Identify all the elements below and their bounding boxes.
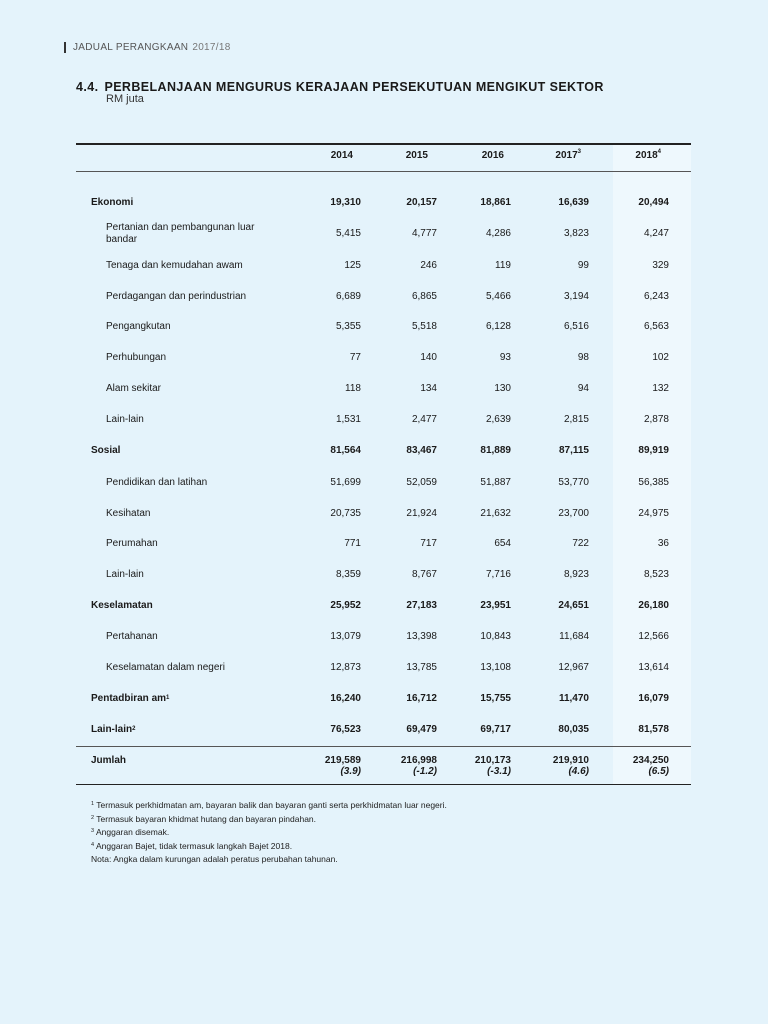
value-cell: 80,035: [558, 724, 589, 735]
row-label: Kesihatan: [106, 508, 151, 519]
value-cell: 717: [420, 538, 437, 549]
value-cell: 20,735: [330, 508, 361, 519]
footnote: $^2$ Termasuk bayaran khidmat hutang dan bayaran pindahan.: [91, 813, 317, 824]
value-cell: 81,564: [330, 445, 361, 456]
col-header: 2018$^4$: [635, 149, 661, 161]
value-cell: 5,355: [335, 321, 361, 332]
value-cell: 2,477: [411, 414, 437, 425]
rule-header: [76, 171, 691, 172]
table-number: 4.4.: [76, 80, 99, 94]
value-cell: 119: [495, 260, 511, 271]
value-cell: 98: [577, 352, 589, 363]
value-cell: 12,967: [558, 662, 589, 673]
value-cell: 5,518: [411, 321, 437, 332]
value-cell: 20,494: [638, 197, 669, 208]
value-cell: 13,079: [330, 631, 361, 642]
header-year: 2017/18: [192, 42, 231, 53]
value-cell: 53,770: [558, 477, 589, 488]
row-label: Lain-lain: [106, 569, 144, 580]
row-label: Sosial: [91, 445, 121, 456]
value-cell: 6,243: [643, 291, 669, 302]
footnote: $^4$ Anggaran Bajet, tidak termasuk langkah Bajet 2018.: [91, 840, 293, 851]
value-cell: 3,194: [563, 291, 589, 302]
value-cell: 56,385: [638, 477, 669, 488]
value-cell: 6,563: [643, 321, 669, 332]
footnotes: [91, 799, 447, 867]
row-label: Keselamatan: [91, 600, 153, 611]
value-cell: 27,183: [406, 600, 437, 611]
value-cell: 13,108: [480, 662, 511, 673]
header-label: JADUAL PERANGKAAN: [73, 42, 189, 53]
row-label: Lain-lain$^2$: [91, 724, 136, 735]
value-cell: 4,286: [485, 228, 511, 239]
value-cell: 23,951: [480, 600, 511, 611]
table-title: [76, 80, 604, 94]
col-header: 2014: [330, 150, 353, 161]
row-label: Keselamatan dalam negeri: [106, 662, 225, 673]
value-cell: 8,523: [643, 569, 669, 580]
value-cell: 2,639: [485, 414, 511, 425]
footnote: $^1$ Termasuk perkhidmatan am, bayaran balik dan bayaran ganti serta perkhidmatan luar negeri.: [91, 800, 447, 810]
value-cell: 93: [499, 352, 511, 363]
value-cell: 69,479: [406, 724, 437, 735]
value-cell: 81,578: [638, 724, 669, 735]
row-label: Pengangkutan: [106, 321, 171, 332]
value-cell: 12,873: [330, 662, 361, 673]
rule-top: [76, 143, 691, 145]
value-cell: 246: [420, 260, 437, 271]
value-cell: 21,924: [406, 508, 437, 519]
row-label: Pertahanan: [106, 631, 158, 642]
value-cell: 771: [344, 538, 361, 549]
value-cell: 3,823: [563, 228, 589, 239]
rule-bottom: [76, 784, 691, 785]
total-cell: 210,173 (-3.1): [474, 755, 511, 777]
column-shade: [613, 143, 691, 785]
row-label: Pendidikan dan latihan: [106, 477, 208, 488]
value-cell: 4,247: [643, 228, 669, 239]
header-bar: [64, 42, 66, 53]
value-cell: 10,843: [480, 631, 511, 642]
value-cell: 24,651: [558, 600, 589, 611]
value-cell: 8,767: [411, 569, 437, 580]
value-cell: 6,516: [563, 321, 589, 332]
value-cell: 12,566: [638, 631, 669, 642]
value-cell: 6,689: [335, 291, 361, 302]
value-cell: 1,531: [335, 414, 361, 425]
row-label: Perdagangan dan perindustrian: [106, 291, 247, 302]
table-unit: RM juta: [106, 93, 144, 105]
value-cell: 8,923: [563, 569, 589, 580]
row-label: Ekonomi: [91, 197, 134, 208]
row-label: Tenaga dan kemudahan awam: [106, 260, 243, 271]
value-cell: 118: [345, 383, 361, 394]
value-cell: 69,717: [480, 724, 511, 735]
value-cell: 99: [577, 260, 589, 271]
value-cell: 20,157: [406, 197, 437, 208]
total-cell: 219,910 (4.6): [552, 755, 589, 777]
value-cell: 4,777: [411, 228, 437, 239]
row-label: Lain-lain: [106, 414, 144, 425]
value-cell: 8,359: [335, 569, 361, 580]
value-cell: 102: [652, 352, 669, 363]
value-cell: 36: [657, 538, 669, 549]
value-cell: 5,466: [485, 291, 511, 302]
value-cell: 81,889: [480, 445, 511, 456]
row-label: Perhubungan: [106, 352, 167, 363]
header-row: [76, 150, 691, 164]
value-cell: 6,865: [411, 291, 437, 302]
value-cell: 89,919: [638, 445, 669, 456]
value-cell: 13,614: [638, 662, 669, 673]
value-cell: 51,699: [330, 477, 361, 488]
value-cell: 16,240: [330, 693, 361, 704]
value-cell: 125: [344, 260, 361, 271]
row-label: Perumahan: [106, 538, 158, 549]
rule-total: [76, 746, 691, 747]
value-cell: 134: [420, 383, 437, 394]
total-label: Jumlah: [91, 755, 127, 766]
running-header: [64, 42, 231, 53]
value-cell: 130: [494, 383, 511, 394]
value-cell: 23,700: [558, 508, 589, 519]
value-cell: 140: [420, 352, 437, 363]
value-cell: 11,470: [558, 693, 589, 704]
footnote: $^3$ Anggaran disemak.: [91, 827, 170, 837]
value-cell: 654: [494, 538, 511, 549]
value-cell: 16,639: [558, 197, 589, 208]
value-cell: 83,467: [406, 445, 437, 456]
value-cell: 76,523: [330, 724, 361, 735]
value-cell: 13,398: [406, 631, 437, 642]
value-cell: 11,684: [559, 631, 589, 642]
value-cell: 94: [577, 383, 589, 394]
value-cell: 16,712: [406, 693, 437, 704]
row-label: Pentadbiran $am^1$: [91, 693, 170, 704]
total-cell: 219,589 (3.9): [324, 755, 361, 777]
value-cell: 5,415: [335, 228, 361, 239]
value-cell: 77: [349, 352, 361, 363]
value-cell: 24,975: [638, 508, 669, 519]
value-cell: 19,310: [330, 197, 361, 208]
value-cell: 329: [652, 260, 669, 271]
value-cell: 7,716: [485, 569, 511, 580]
value-cell: 52,059: [406, 477, 437, 488]
total-cell: 234,250 (6.5): [632, 755, 669, 777]
table-title-text: PERBELANJAAN MENGURUS KERAJAAN PERSEKUTUAN MENGIKUT SEKTOR: [104, 80, 604, 94]
value-cell: 18,861: [480, 197, 511, 208]
value-cell: 13,785: [406, 662, 437, 673]
col-header: 2016: [481, 150, 504, 161]
value-cell: 2,878: [643, 414, 669, 425]
col-header: 2015: [405, 150, 428, 161]
footnote: Nota: Angka dalam kurungan adalah peratus perubahan tahunan.: [91, 854, 338, 864]
value-cell: 25,952: [330, 600, 361, 611]
row-label: Alam sekitar: [106, 383, 162, 394]
value-cell: 87,115: [558, 445, 589, 456]
value-cell: 16,079: [638, 693, 669, 704]
value-cell: 2,815: [563, 414, 589, 425]
value-cell: 21,632: [480, 508, 511, 519]
value-cell: 51,887: [480, 477, 511, 488]
row-label: Pertanian dan pembangunan luar bandar: [106, 222, 255, 245]
value-cell: 132: [652, 383, 669, 394]
value-cell: 15,755: [480, 693, 511, 704]
value-cell: 722: [572, 538, 589, 549]
col-header: 2017$^3$: [555, 149, 581, 161]
value-cell: 6,128: [485, 321, 511, 332]
total-cell: 216,998 (-1.2): [400, 755, 437, 777]
value-cell: 26,180: [638, 600, 669, 611]
